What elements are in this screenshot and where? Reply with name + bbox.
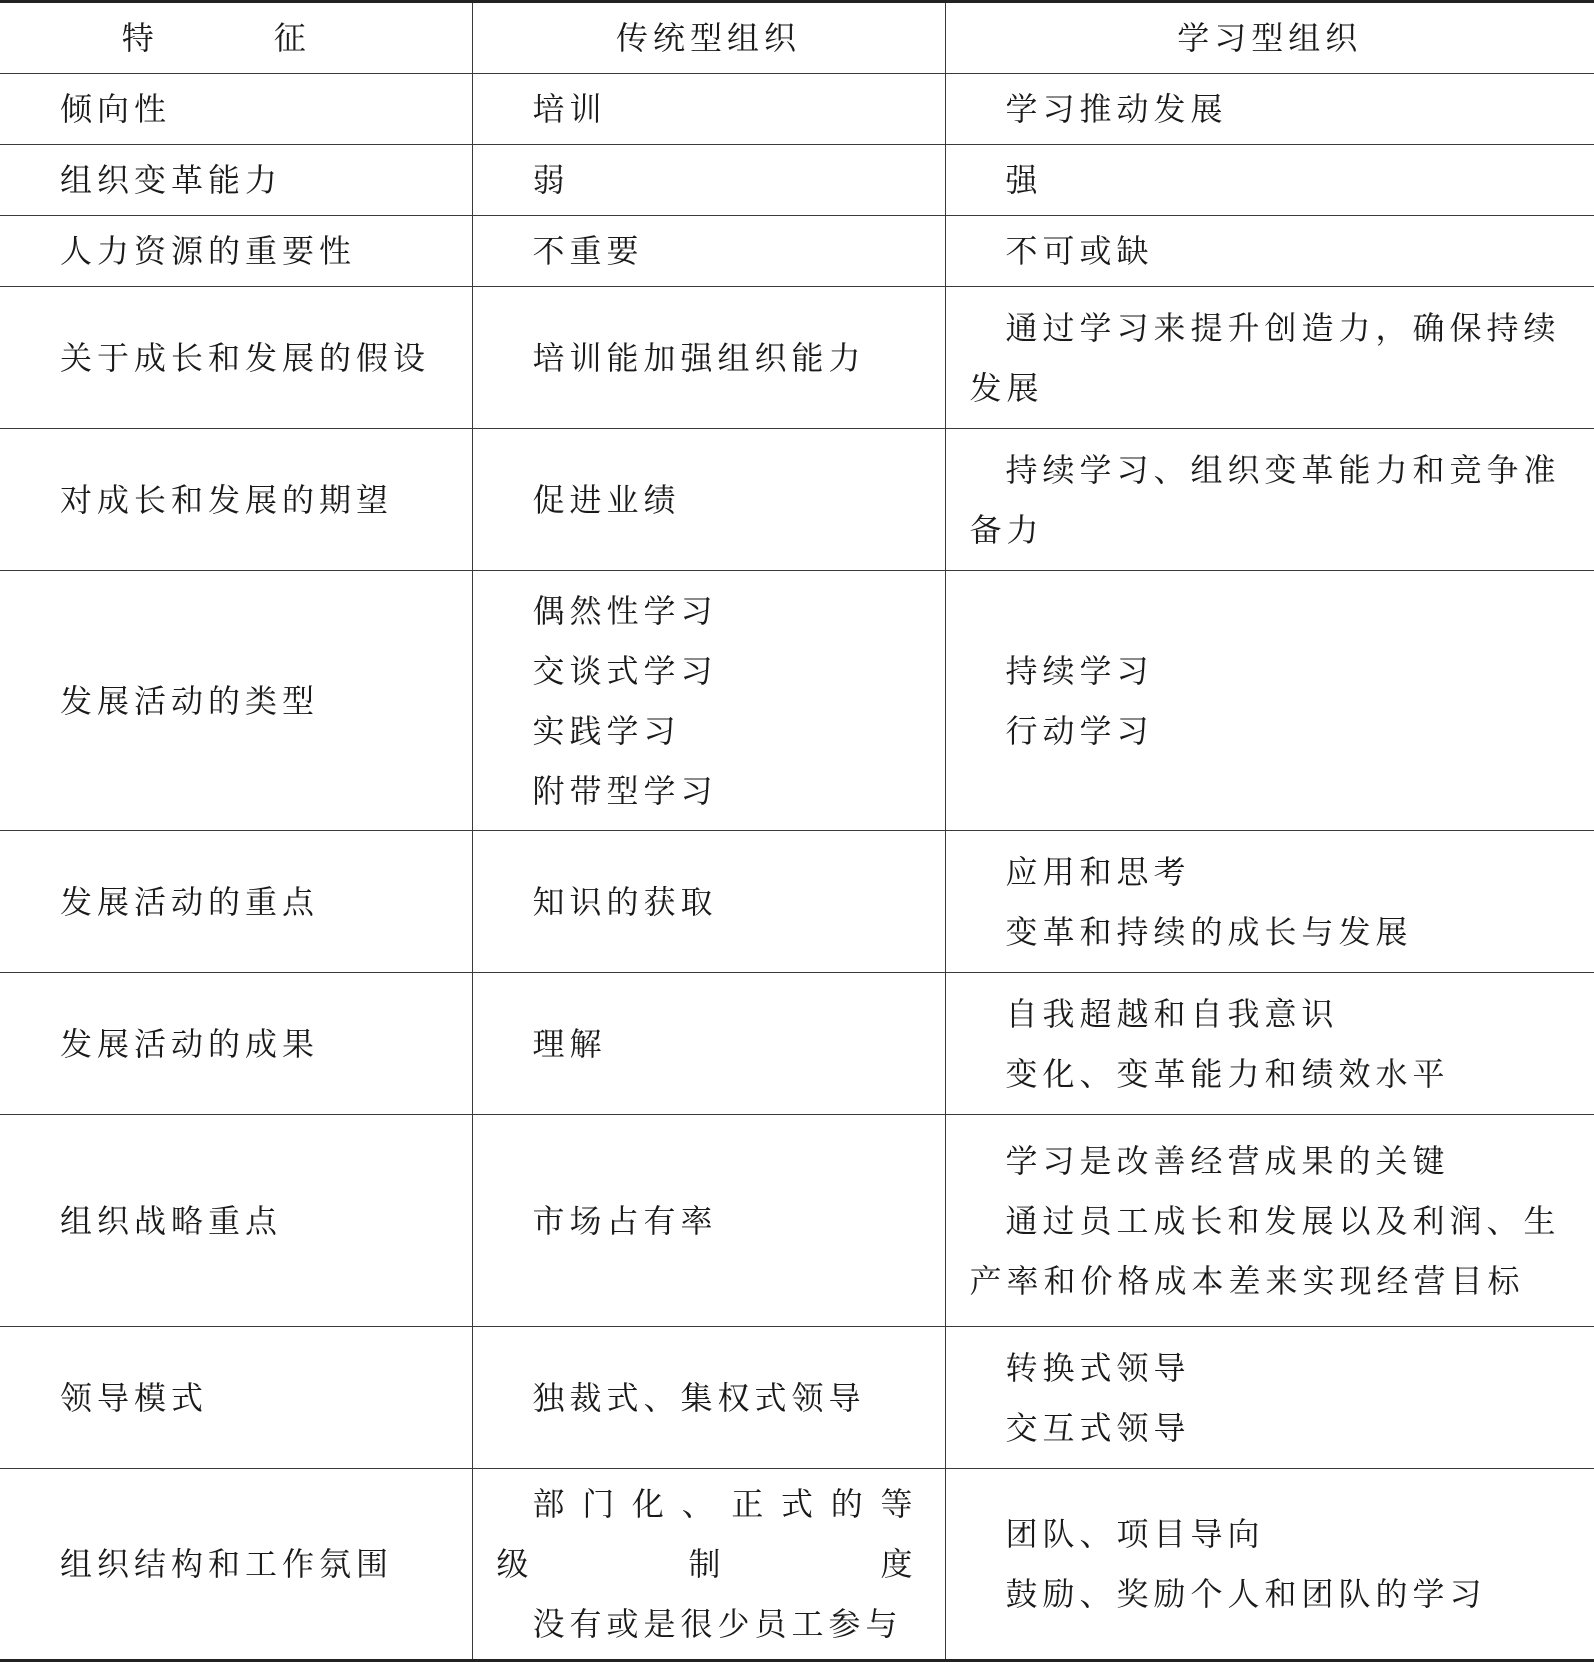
cell-learning: 自我超越和自我意识 变化、变革能力和绩效水平 (945, 973, 1594, 1115)
cell-characteristic: 组织结构和工作氛围 (0, 1469, 472, 1661)
cell-learning: 持续学习、组织变革能力和竞争准备力 (945, 429, 1594, 571)
cell-traditional: 市场占有率 (472, 1115, 945, 1327)
cell-learning: 学习是改善经营成果的关键 通过员工成长和发展以及利润、生产率和价格成本差来实现经营目标 (945, 1115, 1594, 1327)
table-row (0, 74, 1594, 145)
table-row (0, 973, 1594, 1115)
cell-characteristic: 倾向性 (0, 74, 472, 145)
cell-learning: 通过学习来提升创造力，确保持续发展 (945, 287, 1594, 429)
cell-characteristic: 领导模式 (0, 1327, 472, 1469)
header-characteristic: 特 征 (0, 2, 472, 74)
cell-traditional: 部门化、正式的等级制度 没有或是很少员工参与 (472, 1469, 945, 1661)
cell-characteristic: 发展活动的重点 (0, 831, 472, 973)
table-row (0, 571, 1594, 831)
cell-characteristic: 人力资源的重要性 (0, 216, 472, 287)
cell-learning: 强 (945, 145, 1594, 216)
cell-learning: 持续学习 行动学习 (945, 571, 1594, 831)
cell-characteristic: 组织战略重点 (0, 1115, 472, 1327)
cell-traditional: 知识的获取 (472, 831, 945, 973)
cell-learning: 应用和思考 变革和持续的成长与发展 (945, 831, 1594, 973)
table-row (0, 287, 1594, 429)
cell-traditional: 独裁式、集权式领导 (472, 1327, 945, 1469)
cell-traditional: 促进业绩 (472, 429, 945, 571)
table-row (0, 831, 1594, 973)
cell-traditional: 理解 (472, 973, 945, 1115)
cell-learning: 学习推动发展 (945, 74, 1594, 145)
table-row (0, 429, 1594, 571)
cell-characteristic: 发展活动的类型 (0, 571, 472, 831)
cell-learning: 转换式领导 交互式领导 (945, 1327, 1594, 1469)
table-row (0, 145, 1594, 216)
table-row (0, 1327, 1594, 1469)
cell-characteristic: 对成长和发展的期望 (0, 429, 472, 571)
cell-traditional: 偶然性学习 交谈式学习 实践学习 附带型学习 (472, 571, 945, 831)
header-learning: 学习型组织 (945, 2, 1594, 74)
cell-traditional: 不重要 (472, 216, 945, 287)
cell-traditional: 弱 (472, 145, 945, 216)
table-row (0, 1469, 1594, 1661)
cell-traditional: 培训能加强组织能力 (472, 287, 945, 429)
cell-learning: 不可或缺 (945, 216, 1594, 287)
cell-learning: 团队、项目导向 鼓励、奖励个人和团队的学习 (945, 1469, 1594, 1661)
table-row (0, 1115, 1594, 1327)
header-traditional: 传统型组织 (472, 2, 945, 74)
cell-characteristic: 发展活动的成果 (0, 973, 472, 1115)
header-row (0, 2, 1594, 74)
cell-characteristic: 关于成长和发展的假设 (0, 287, 472, 429)
cell-traditional: 培训 (472, 74, 945, 145)
cell-characteristic: 组织变革能力 (0, 145, 472, 216)
table-row (0, 216, 1594, 287)
